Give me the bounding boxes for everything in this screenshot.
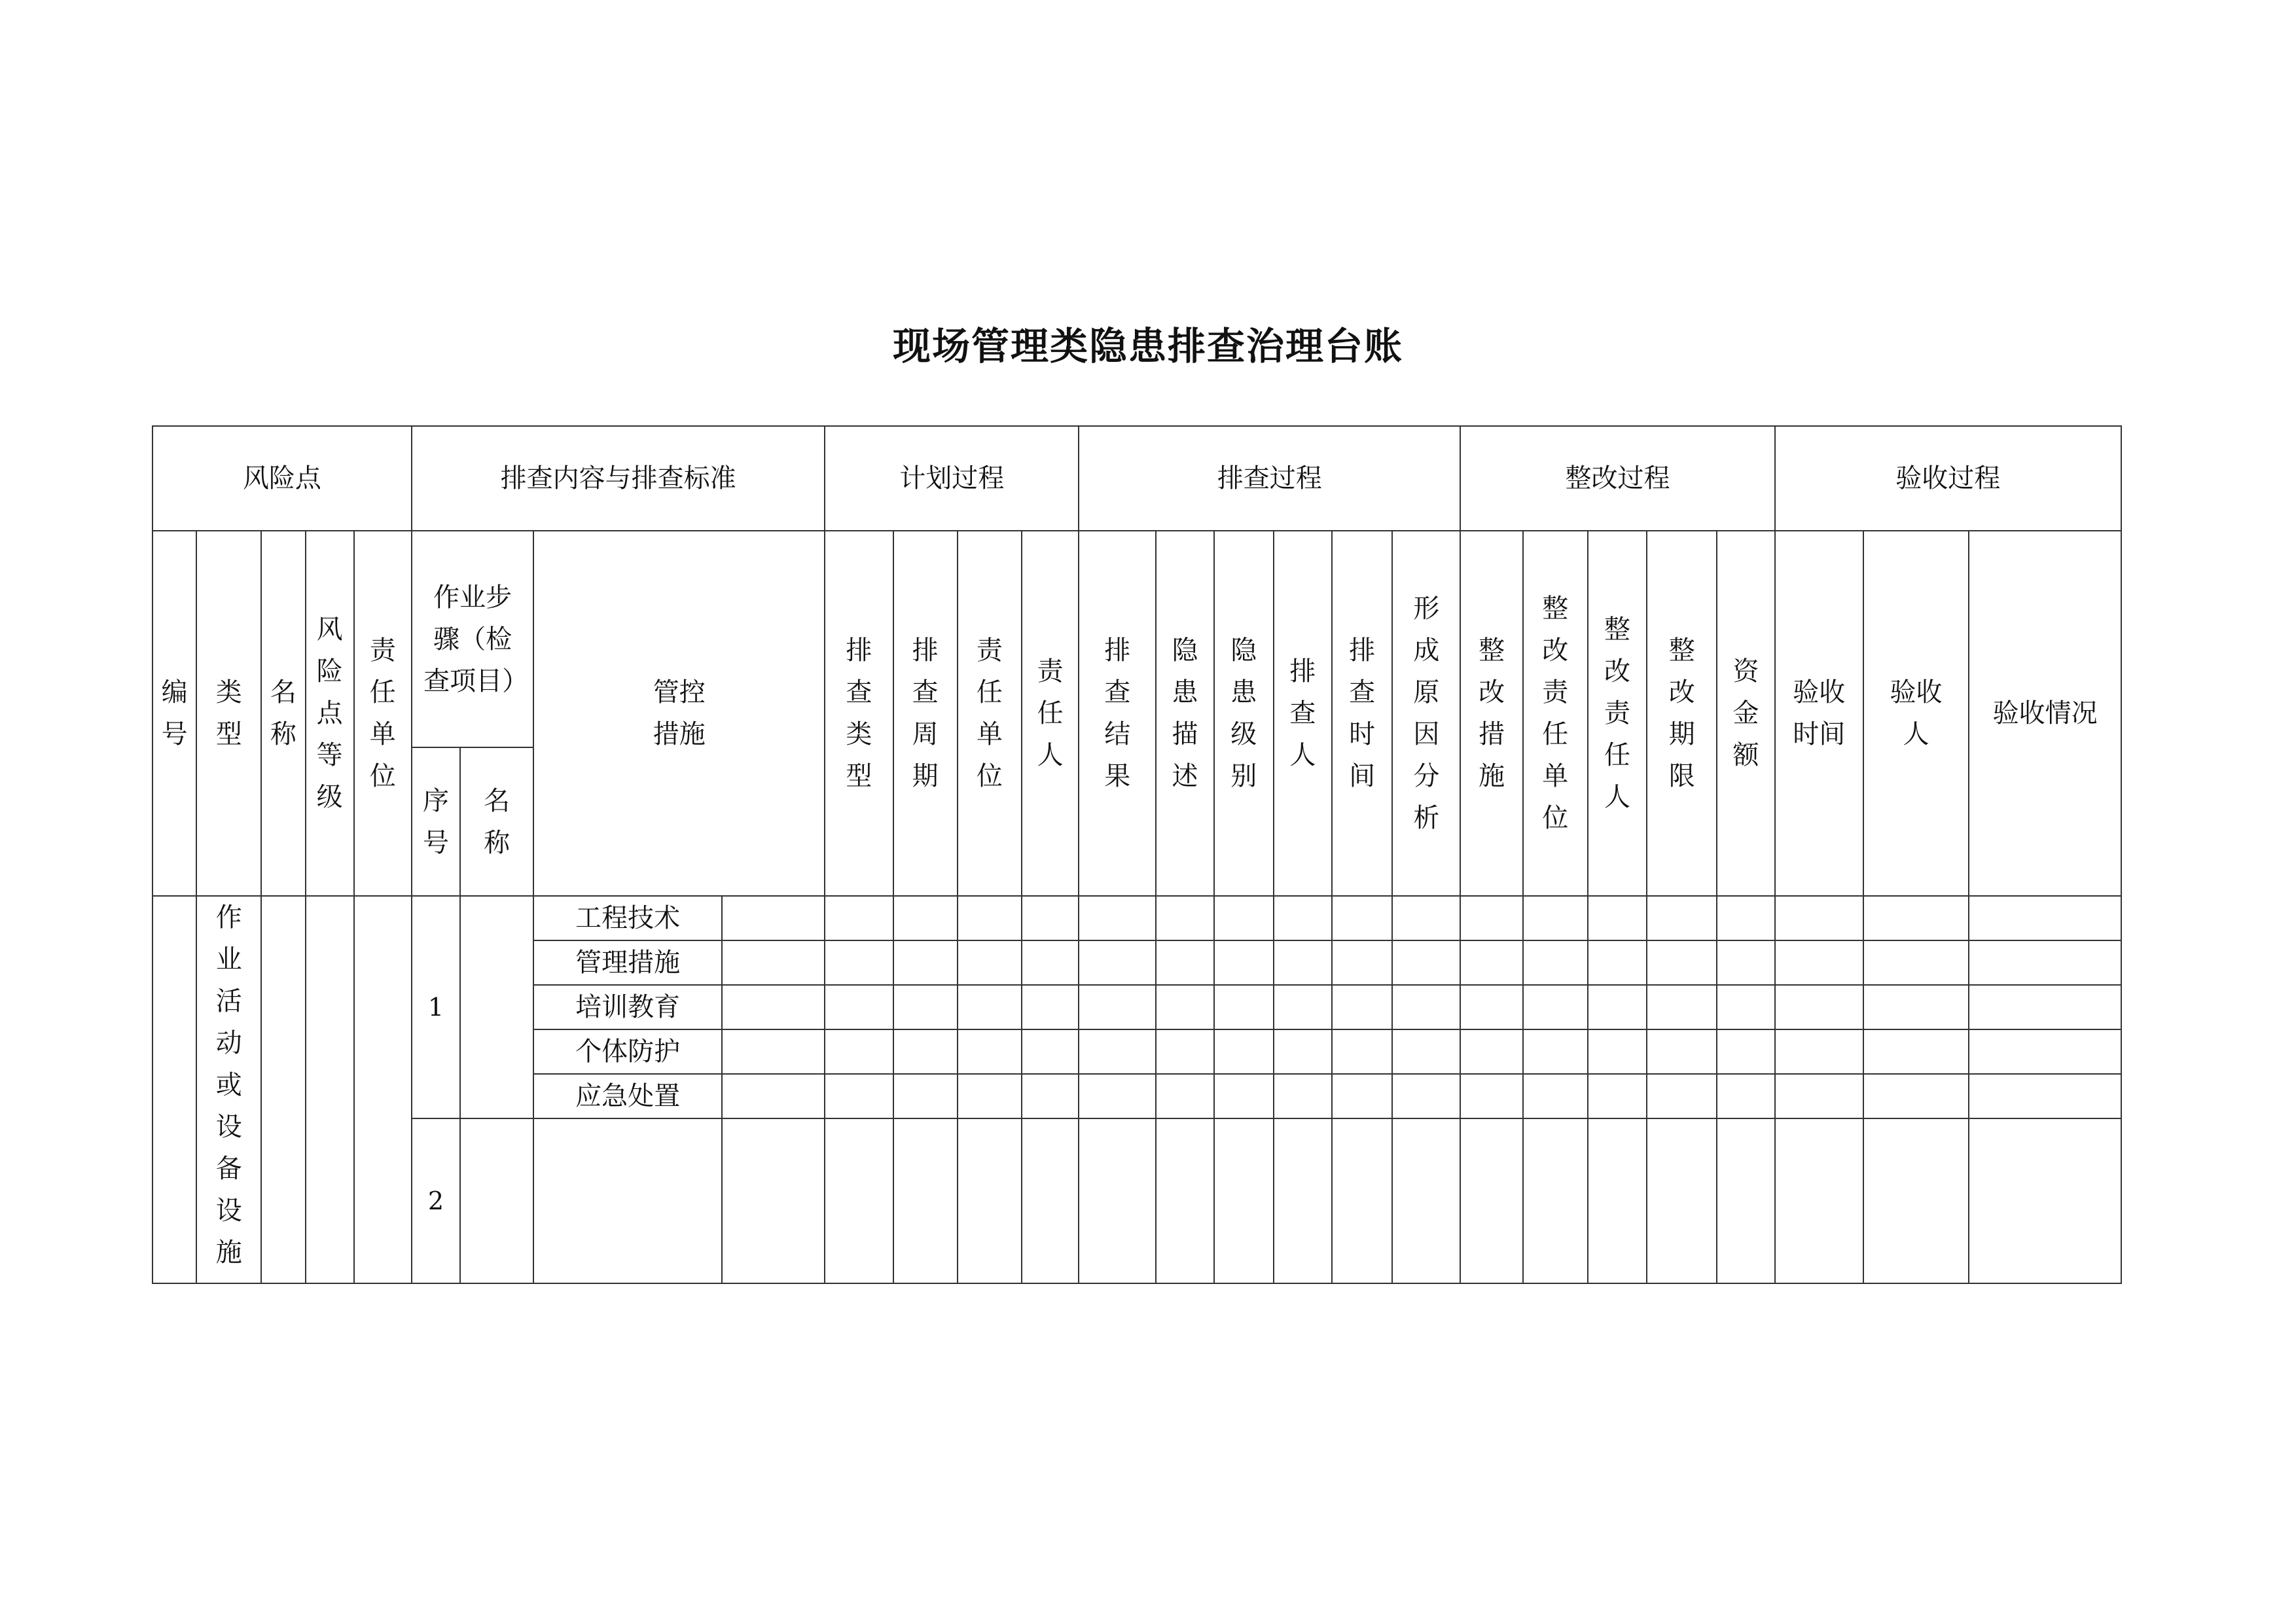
cell-empty [354, 896, 412, 1283]
cell-empty [1717, 1029, 1774, 1074]
cell-empty [825, 985, 893, 1029]
header-step-index: 序号 [412, 747, 460, 896]
cell-empty [1274, 985, 1332, 1029]
header-control-measures: 管控措施 [533, 531, 825, 896]
cell-empty [1863, 985, 1969, 1029]
cell-empty [1274, 1074, 1332, 1118]
cell-empty [1863, 896, 1969, 940]
cell-empty [893, 1118, 958, 1283]
cell-empty [1332, 1074, 1392, 1118]
cell-empty [1775, 985, 1863, 1029]
cell-empty [1647, 1074, 1717, 1118]
cell-empty [1274, 940, 1332, 985]
cell-empty [1022, 1029, 1079, 1074]
cell-empty [1717, 985, 1774, 1029]
header-plan-responsible-person: 责任人 [1022, 531, 1079, 896]
cell-empty [1969, 940, 2121, 985]
cell-empty [1156, 1029, 1213, 1074]
header-acceptance-status: 验收情况 [1969, 531, 2121, 896]
cell-category: 作业活动或设备设施 [196, 896, 261, 1283]
group-inspection-process: 排查过程 [1079, 426, 1460, 531]
document-title: 现场管理类隐患排查治理台账 [892, 324, 1403, 368]
group-header-row [152, 426, 2121, 531]
cell-empty [1214, 1029, 1274, 1074]
group-plan-process: 计划过程 [825, 426, 1079, 531]
cell-empty [1523, 985, 1588, 1029]
cell-empty [722, 1118, 825, 1283]
cell-empty [460, 1118, 533, 1283]
cell-empty [1523, 940, 1588, 985]
group-acceptance-process: 验收过程 [1775, 426, 2121, 531]
header-acceptor: 验收人 [1863, 531, 1969, 896]
hazard-ledger-table [152, 425, 2122, 1284]
cell-empty [722, 1074, 825, 1118]
cell-empty [1523, 1029, 1588, 1074]
cell-empty [1588, 1118, 1647, 1283]
cell-empty [958, 1029, 1022, 1074]
header-rectification-person: 整改责任人 [1588, 531, 1647, 896]
cell-empty [1214, 985, 1274, 1029]
cell-empty [1523, 1074, 1588, 1118]
cell-empty [1969, 1029, 2121, 1074]
cell-empty [1863, 1074, 1969, 1118]
cell-empty [825, 896, 893, 940]
group-risk-point: 风险点 [152, 426, 412, 531]
cell-empty [1717, 940, 1774, 985]
cell-empty [1775, 1029, 1863, 1074]
cell-empty [1647, 1029, 1717, 1074]
cell-empty [825, 1118, 893, 1283]
cell-empty [1775, 896, 1863, 940]
cell-empty [1214, 940, 1274, 985]
cell-empty [1717, 1074, 1774, 1118]
cell-empty [1274, 1118, 1332, 1283]
cell-empty [1647, 985, 1717, 1029]
cell-empty [1523, 896, 1588, 940]
cell-empty [1460, 940, 1522, 985]
header-fund-amount: 资金额 [1717, 531, 1774, 896]
header-leixing: 类型 [196, 531, 261, 896]
cell-empty [1022, 896, 1079, 940]
cell-empty [825, 940, 893, 985]
cell-empty [1588, 940, 1647, 985]
cell-empty [1079, 940, 1156, 985]
cell-empty [958, 940, 1022, 985]
cell-empty [958, 1118, 1022, 1283]
cell-empty [722, 940, 825, 985]
cell-empty [1156, 985, 1213, 1029]
cell-empty [1460, 896, 1522, 940]
cell-empty [722, 896, 825, 940]
cell-empty [1156, 896, 1213, 940]
header-mingcheng: 名称 [261, 531, 305, 896]
cell-empty [1775, 1074, 1863, 1118]
cell-measure: 工程技术 [533, 896, 722, 940]
cell-empty [1079, 1029, 1156, 1074]
cell-empty [1079, 896, 1156, 940]
header-inspection-cycle: 排查周期 [893, 531, 958, 896]
cell-empty [893, 985, 958, 1029]
cell-empty [261, 896, 305, 1283]
cell-step-1-index: 1 [412, 896, 460, 1118]
cell-empty [1717, 896, 1774, 940]
cell-empty [1332, 940, 1392, 985]
cell-empty [893, 1074, 958, 1118]
cell-empty [1214, 896, 1274, 940]
header-cause-analysis: 形成原因分析 [1392, 531, 1460, 896]
header-inspector: 排查人 [1274, 531, 1332, 896]
cell-empty [1022, 940, 1079, 985]
header-rectification-deadline: 整改期限 [1647, 531, 1717, 896]
header-responsible-unit: 责任单位 [354, 531, 412, 896]
cell-empty [825, 1029, 893, 1074]
cell-empty [1332, 896, 1392, 940]
cell-empty [1079, 1074, 1156, 1118]
cell-empty [825, 1074, 893, 1118]
cell-empty [1392, 896, 1460, 940]
table-row [152, 896, 2121, 940]
cell-empty [722, 1029, 825, 1074]
cell-empty [1969, 985, 2121, 1029]
cell-empty [1332, 985, 1392, 1029]
cell-empty [1863, 940, 1969, 985]
cell-empty [1460, 1118, 1522, 1283]
cell-empty [1863, 1029, 1969, 1074]
cell-measure: 培训教育 [533, 985, 722, 1029]
group-inspection-content: 排查内容与排查标准 [412, 426, 825, 531]
cell-empty [1022, 985, 1079, 1029]
cell-empty [1392, 985, 1460, 1029]
cell-empty [1588, 1074, 1647, 1118]
header-inspection-result: 排查结果 [1079, 531, 1156, 896]
cell-empty [1588, 1029, 1647, 1074]
header-rectification-unit: 整改责任单位 [1523, 531, 1588, 896]
header-bianhao: 编号 [152, 531, 196, 896]
header-inspection-type: 排查类型 [825, 531, 893, 896]
cell-empty [1775, 940, 1863, 985]
cell-measure: 管理措施 [533, 940, 722, 985]
header-hazard-level: 隐患级别 [1214, 531, 1274, 896]
cell-empty [1156, 1118, 1213, 1283]
cell-empty [1647, 896, 1717, 940]
cell-empty [1079, 985, 1156, 1029]
header-inspection-time: 排查时间 [1332, 531, 1392, 896]
header-acceptance-time: 验收时间 [1775, 531, 1863, 896]
cell-empty [1460, 1029, 1522, 1074]
cell-empty [1863, 1118, 1969, 1283]
cell-empty [1156, 940, 1213, 985]
cell-empty [1022, 1118, 1079, 1283]
cell-empty [1717, 1118, 1774, 1283]
cell-empty [1775, 1118, 1863, 1283]
cell-empty [1156, 1074, 1213, 1118]
cell-empty [1647, 1118, 1717, 1283]
header-risk-level: 风险点等级 [306, 531, 354, 896]
cell-empty [1969, 1074, 2121, 1118]
cell-empty [1460, 985, 1522, 1029]
cell-empty [958, 1074, 1022, 1118]
cell-empty [893, 1029, 958, 1074]
header-rectification-measures: 整改措施 [1460, 531, 1522, 896]
cell-empty [460, 896, 533, 1118]
cell-empty [1392, 1118, 1460, 1283]
cell-empty [1969, 896, 2121, 940]
cell-measure: 个体防护 [533, 1029, 722, 1074]
cell-empty [1332, 1118, 1392, 1283]
group-rectification-process: 整改过程 [1460, 426, 1774, 531]
cell-empty [1969, 1118, 2121, 1283]
cell-empty [1392, 1074, 1460, 1118]
header-plan-responsible-unit: 责任单位 [958, 531, 1022, 896]
cell-empty [533, 1118, 722, 1283]
cell-empty [306, 896, 354, 1283]
cell-empty [1588, 985, 1647, 1029]
header-work-step: 作业步骤（检查项目） [412, 531, 533, 747]
cell-empty [893, 896, 958, 940]
cell-empty [1647, 940, 1717, 985]
cell-measure: 应急处置 [533, 1074, 722, 1118]
cell-empty [1332, 1029, 1392, 1074]
cell-empty [1274, 896, 1332, 940]
cell-empty [1588, 896, 1647, 940]
cell-empty [1214, 1118, 1274, 1283]
cell-empty [958, 985, 1022, 1029]
column-header-row [152, 531, 2121, 747]
cell-empty [1214, 1074, 1274, 1118]
cell-bianhao [152, 896, 196, 1283]
cell-empty [1460, 1074, 1522, 1118]
cell-empty [1079, 1118, 1156, 1283]
cell-step-2-index: 2 [412, 1118, 460, 1283]
cell-empty [1274, 1029, 1332, 1074]
header-hazard-description: 隐患描述 [1156, 531, 1213, 896]
header-step-name: 名称 [460, 747, 533, 896]
cell-empty [722, 985, 825, 1029]
cell-empty [893, 940, 958, 985]
cell-empty [1523, 1118, 1588, 1283]
table-row [152, 1118, 2121, 1283]
cell-empty [1022, 1074, 1079, 1118]
cell-empty [1392, 1029, 1460, 1074]
cell-empty [1392, 940, 1460, 985]
cell-empty [958, 896, 1022, 940]
